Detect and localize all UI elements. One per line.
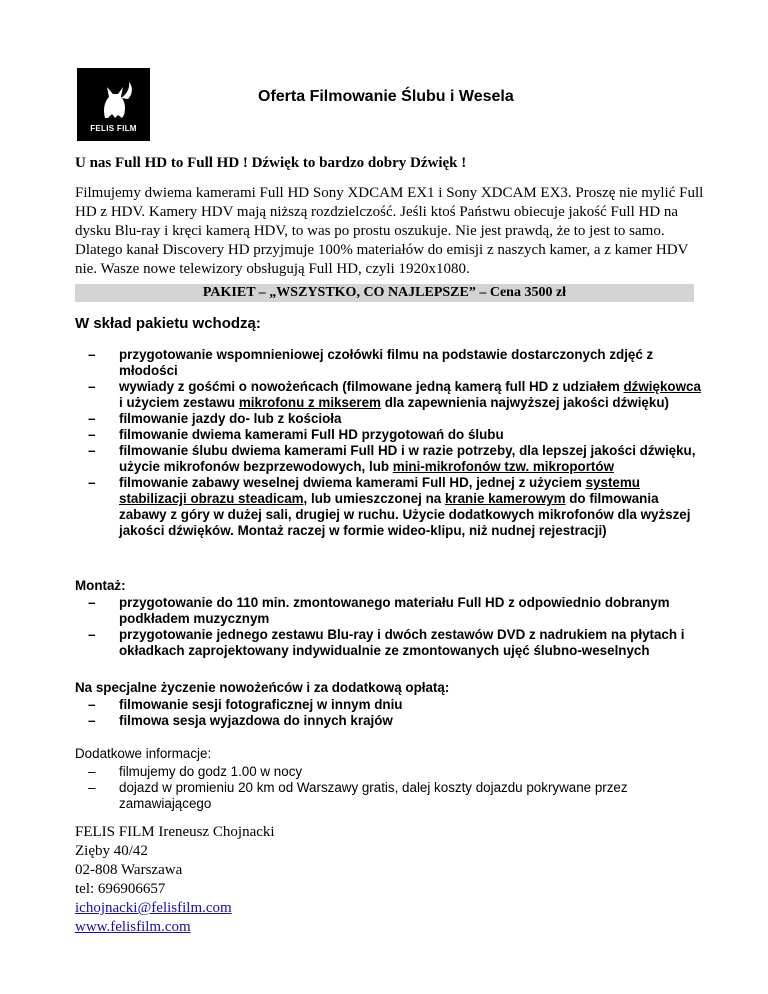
- list-item: – filmowa sesja wyjazdowa do innych krajów: [88, 713, 703, 729]
- list-item: – filmowanie jazdy do- lub z kościoła: [88, 411, 703, 427]
- logo-brand-text: FELIS FILM: [90, 124, 137, 133]
- list-item: – filmowanie zabawy weselnej dwiema kamerami Full HD, jednej z użyciem systemu stabilizacji obrazu steadicam, lub umieszczonej na kranie kamerowym do filmowania zabawy z góry w dużej sali, drugiej w ruchu. Użycie dodatkowych mikrofonów dla wyższej jakości dźwięków. Montaż raczej w formie wideo-klipu, niż nudnej rejestracji): [88, 475, 703, 539]
- link-mikrofon-z-mikserem[interactable]: mikrofonu z mikserem: [238, 395, 381, 410]
- contact-city: 02-808 Warszawa: [75, 862, 183, 878]
- montage-items-list: [88, 595, 703, 659]
- additional-label: Dodatkowe informacje:: [75, 746, 212, 761]
- intro-paragraph: Filmujemy dwiema kamerami Full HD Sony XDCAM EX1 i Sony XDCAM EX3. Proszę nie mylić Full HD z HDV. Kamery HDV mają niższą rozdzielczość. Jeśli ktoś Państwu obiecuje jakość Full HD na dysku Blu-ray i kręci kamerą HDV, to was po prostu oszukuje. Nie jest prawdą, że to jest to samo. Dlatego kanał Discovery HD przyjmuje 100% materiałów do emisji z naszych kamer, a z kamer HDV nie. Wasze nowe telewizory obsługują Full HD, czyli 1920x1080.: [75, 185, 704, 277]
- special-label: Na specjalne życzenie nowożeńców i za dodatkową opłatą:: [75, 680, 450, 695]
- list-item: – filmowanie sesji fotograficznej w innym dniu: [88, 697, 703, 713]
- list-item: – przygotowanie jednego zestawu Blu-ray i dwóch zestawów DVD z nadrukiem na płytach i okładkach zaprojektowany indywidualnie ze zmontowanych ujęć ślubno-weselnych: [88, 627, 703, 659]
- headline: U nas Full HD to Full HD ! Dźwięk to bardzo dobry Dźwięk !: [75, 155, 467, 171]
- list-item: – filmujemy do godz 1.00 w nocy: [88, 764, 703, 780]
- list-item: – filmowanie ślubu dwiema kamerami Full HD i w razie potrzeby, dla lepszej jakości dźwięku, użycie mikrofonów bezprzewodowych, lub mini-mikrofonów tzw. mikroportów: [88, 443, 703, 475]
- list-item: – dojazd w promieniu 20 km od Warszawy gratis, dalej koszty dojazdu pokrywane przez zamawiającego: [88, 780, 703, 812]
- list-item: – filmowanie dwiema kamerami Full HD przygotowań do ślubu: [88, 427, 703, 443]
- link-kran-kamerowy[interactable]: kranie kamerowym: [444, 491, 566, 506]
- contact-block: [75, 823, 275, 937]
- package-banner: PAKIET – „WSZYSTKO, CO NAJLEPSZE” – Cena 3500 zł: [75, 284, 694, 302]
- contact-name: FELIS FILM Ireneusz Chojnacki: [75, 824, 275, 840]
- email-link[interactable]: ichojnacki@felisfilm.com: [75, 900, 232, 916]
- contact-street: Zięby 40/42: [75, 843, 148, 859]
- link-dzwiekowca[interactable]: dźwiękowca: [623, 379, 701, 394]
- page-title: Oferta Filmowanie Ślubu i Wesela: [258, 88, 514, 105]
- list-item: – przygotowanie wspomnieniowej czołówki filmu na podstawie dostarczonych zdjęć z młodości: [88, 347, 703, 379]
- contact-phone: tel: 696906657: [75, 881, 166, 897]
- additional-items-list: [88, 764, 703, 812]
- list-item: – wywiady z gośćmi o nowożeńcach (filmowane jedną kamerą full HD z udziałem dźwiękowca i użyciem zestawu mikrofonu z mikserem dla zapewnienia najwyższej jakości dźwięku): [88, 379, 703, 411]
- package-section-title: W skład pakietu wchodzą:: [75, 315, 261, 332]
- website-link[interactable]: www.felisfilm.com: [75, 919, 191, 935]
- link-steadicam[interactable]: systemu stabilizacji obrazu steadicam,: [119, 475, 640, 506]
- package-items-list: [88, 347, 703, 539]
- felis-film-logo: [77, 68, 150, 141]
- list-item: – przygotowanie do 110 min. zmontowanego materiału Full HD z odpowiednio dobranym podkładem muzycznym: [88, 595, 703, 627]
- special-items-list: [88, 697, 703, 729]
- montage-label: Montaż:: [75, 578, 126, 593]
- link-mikroporty[interactable]: mini-mikrofonów tzw. mikroportów: [392, 459, 614, 474]
